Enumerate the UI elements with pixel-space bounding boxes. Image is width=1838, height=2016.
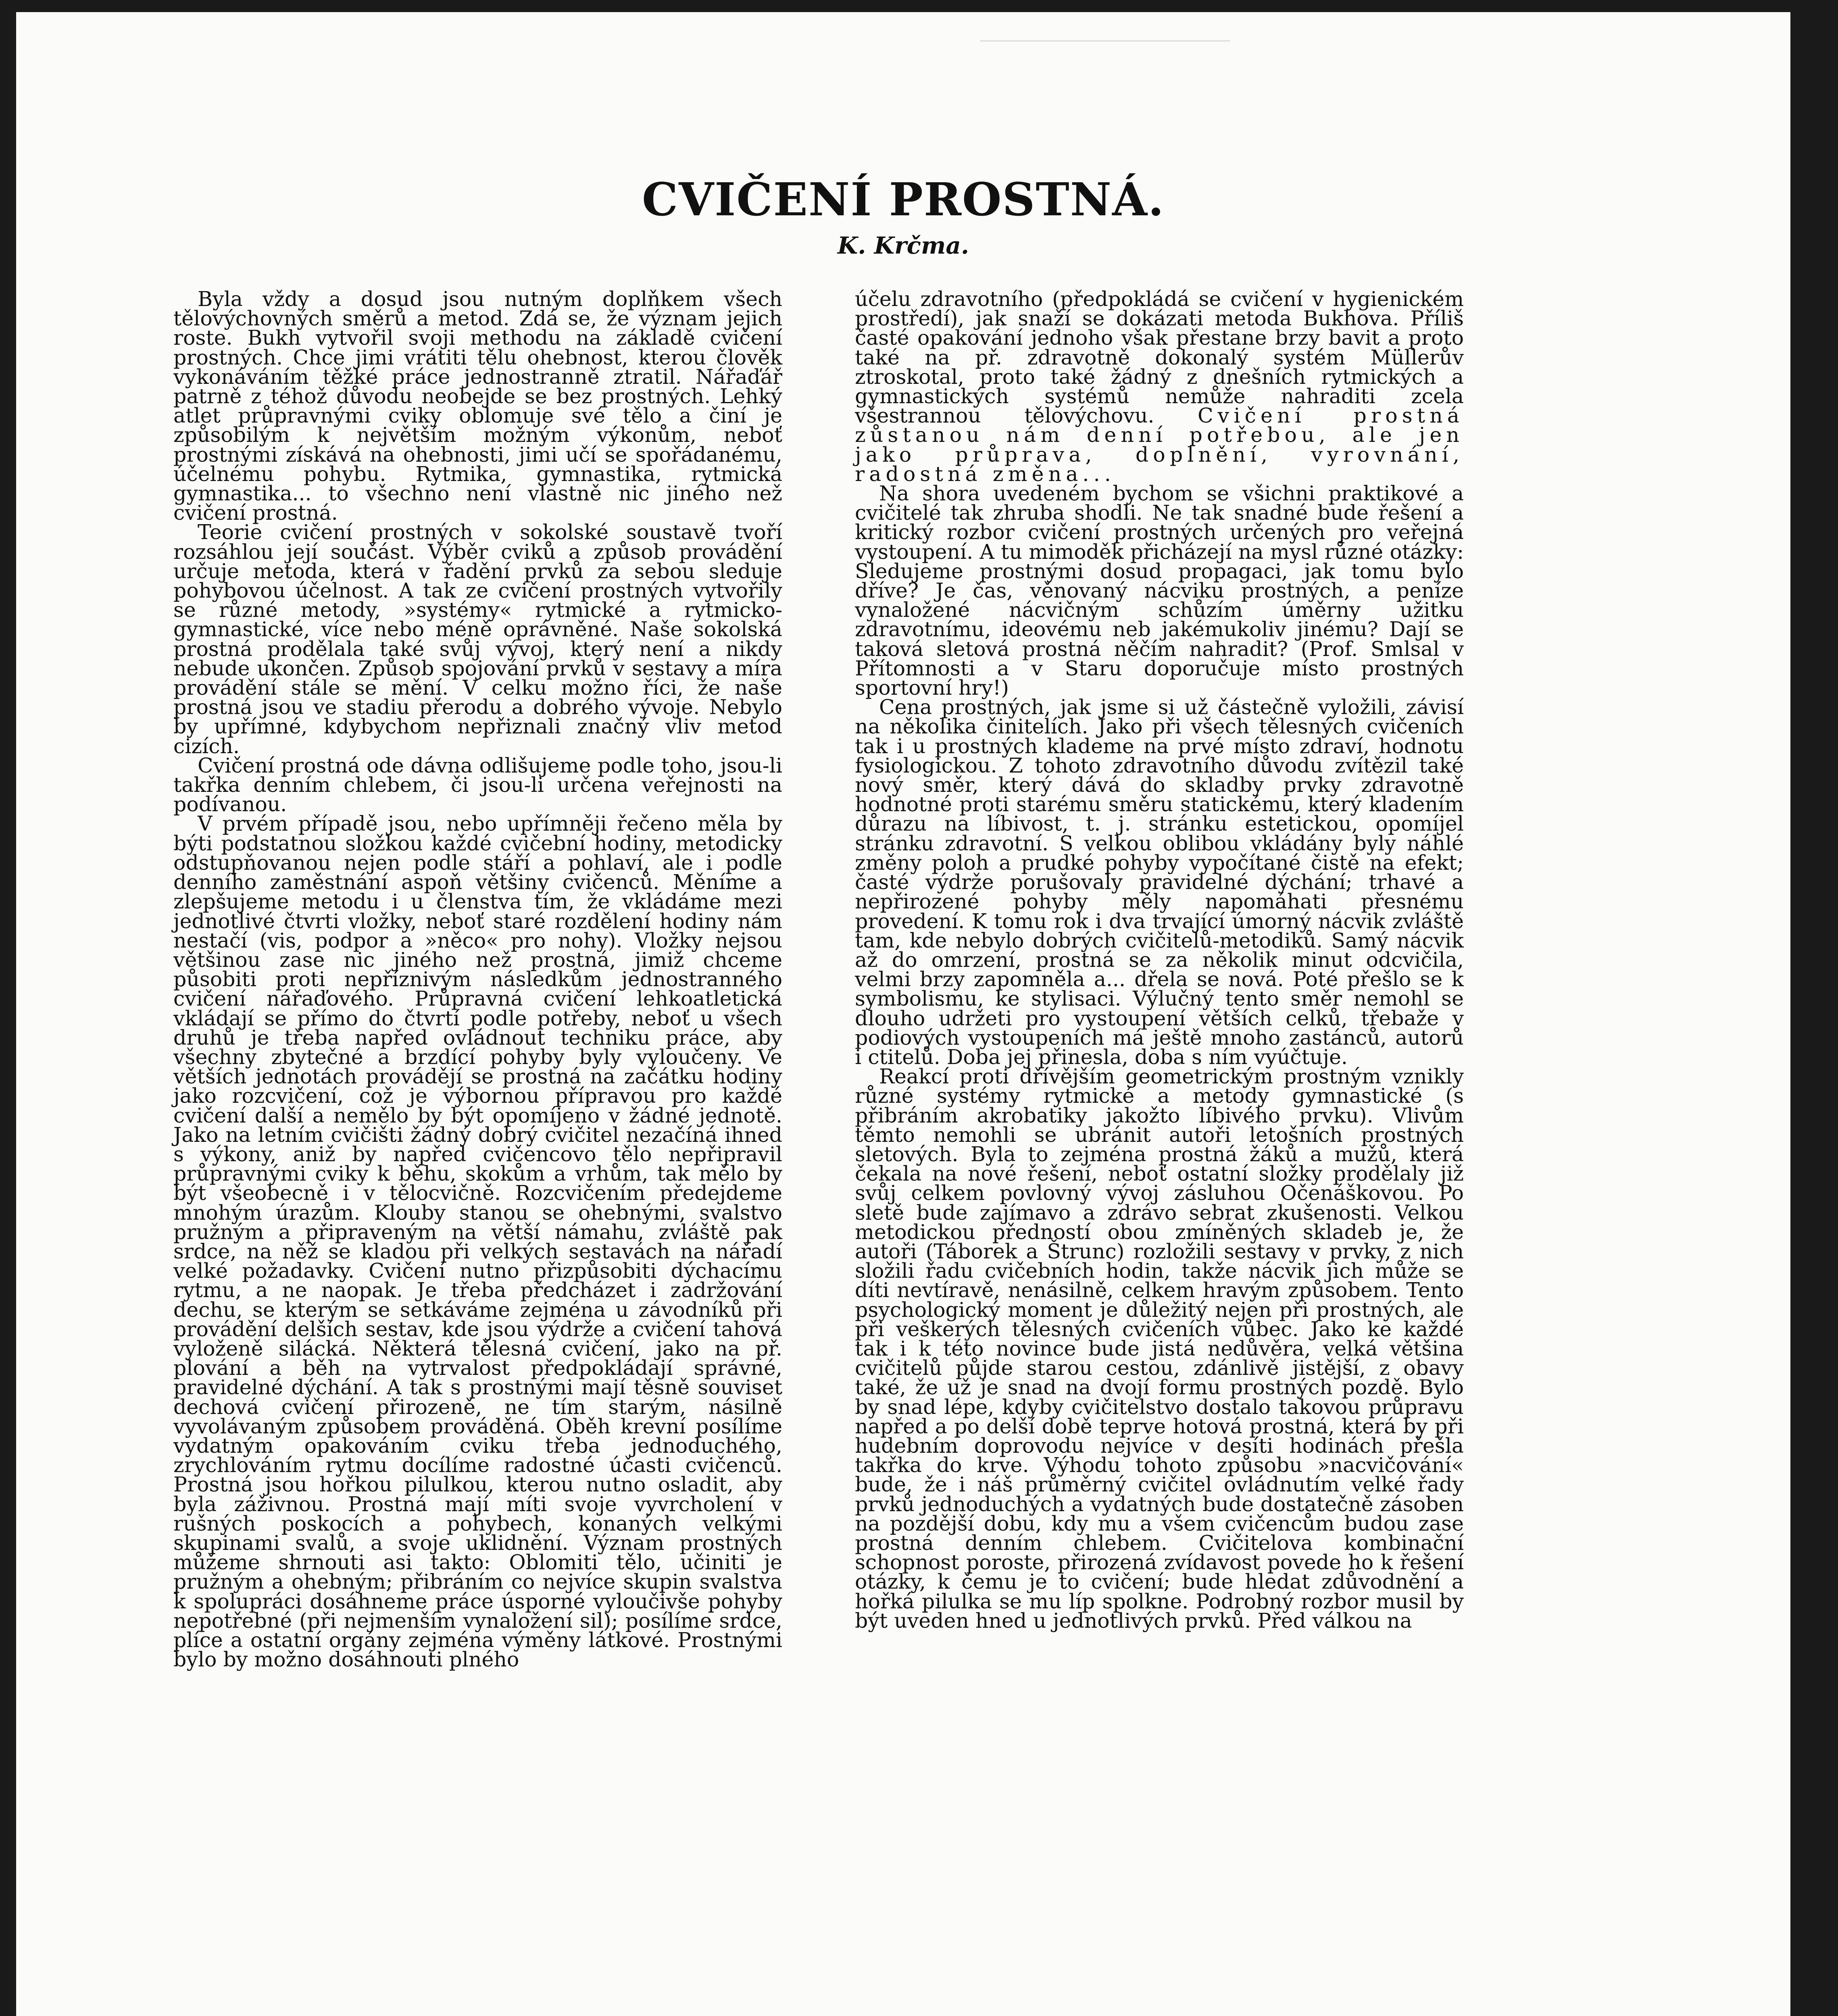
- scan-artifact: [980, 12, 1230, 42]
- paragraph-text: účelu zdravotního (předpokládá se cvičení v hygienickém prostředí), jak snaží se dokázati metoda Bukhova. Příliš časté opakování jednoho však přestane brzy bavit a proto také na př. zdravotně dokonalý systém Müllerův ztroskotal, proto také žádný z dnešních rytmických a gymnastických systémů nemůže nahraditi zcela všestrannou tělovýchovu.: [855, 287, 1464, 428]
- paragraph: Cena prostných, jak jsme si už částečně vyložili, závisí na několika činitelích. Jako při všech tělesných cvičeních tak i u prostných klademe na prvé místo zdraví, hodnotu fysiologickou. Z tohoto zdravotního důvodu zvítězil také nový směr, který dává do skladby prvky zdravotně hodnotné proti starému směru statickému, který kladením důrazu na líbivost, t. j. stránku estetickou, opomíjel stránku zdravotní. S velkou oblibou vkládány byly náhlé změny poloh a prudké pohyby vypočítané čistě na efekt; časté výdrže porušovaly pravidelné dýchání; trhavé a nepřirozené pohyby měly napomáhati přesnému provedení. K tomu rok i dva trvající úmorný nácvik zvláště tam, kde nebylo dobrých cvičitelů-metodiků. Samý nácvik až do omrzení, prostná se za několik minut odcvičila, velmi brzy zapomněla a... dřela se nová. Poté přešlo se k symbolismu, ke stylisaci. Výlučný tento směr nemohl se dlouho udržeti pro vystoupení větších celků, třebaže v podiových vystoupeních má ještě mnoho zastánců, autorů i ctitelů. Doba jej přinesla, doba s ním vyúčtuje.: [855, 695, 1464, 1069]
- left-column: [173, 287, 782, 1672]
- paragraph: Teorie cvičení prostných v sokolské soustavě tvoří rozsáhlou její součást. Výběr cviků a způsob provádění určuje metoda, která v řadění prvků za sebou sleduje pohybovou účelnost. A tak ze cvičení prostných vytvořily se různé metody, »systémy« rytmické a rytmicko-gymnastické, více nebo méně oprávněné. Naše sokolská prostná prodělala také svůj vývoj, který není a nikdy nebude ukončen. Způsob spojování prvků v sestavy a míra provádění stále se mění. V celku možno říci, že naše prostná jsou ve stadiu přerodu a dobrého vývoje. Nebylo by upřímné, kdybychom nepřiznali značný vliv metod cizích.: [173, 520, 782, 758]
- paragraph: Na shora uvedeném bychom se všichni praktikové a cvičitelé tak zhruba shodli. Ne tak snadné bude řešení a kritický rozbor cvičení prostných určených pro veřejná vystoupení. A tu mimoděk přicházejí na mysl různé otázky: Sledujeme prostnými dosud propagaci, jak tomu bylo dříve? Je čas, věnovaný nácviku prostných, a peníze vynaložené nácvičným schůzím úměrny užitku zdravotnímu, ideovému neb jakémukoliv jinému? Dají se taková sletová prostná něčím nahradit? (Prof. Smlsal v Přítomnosti a v Staru doporučuje místo prostných sportovní hry!): [855, 481, 1464, 700]
- paragraph-continued: [855, 289, 1464, 484]
- paragraph: V prvém případě jsou, nebo upřímněji řečeno měla by býti podstatnou složkou každé cvičební hodiny, metodicky odstupňovanou nejen podle stáří a pohlaví, ale i podle denního zaměstnání aspoň většiny cvičenců. Měníme a zlepšujeme metodu i u členstva tím, že vkládáme mezi jednotlivé čtvrti vložky, neboť staré rozdělení hodiny nám nestačí (vis, podpor a »něco« pro nohy). Vložky nejsou většinou zase nic jiného než prostná, jimiž chceme působiti proti nepříznivým následkům jednostranného cvičení nářaďového. Průpravná cvičení lehkoatletická vkládají se přímo do čtvrtí podle potřeby, neboť u všech druhů je třeba napřed ovládnout techniku práce, aby všechny zbytečné a brzdící pohyby byly vyloučeny. Ve větších jednotách provádějí se prostná na začátku hodiny jako rozcvičení, což je výbornou přípravou pro každé cvičení další a nemělo by být opomíjeno v žádné jednotě. Jako na letním cvičišti žádný dobrý cvičitel nezačíná ihned s výkony, aniž by napřed cvičencovo tělo nepřipravil průpravnými cviky k běhu, skokům a vrhům, tak mělo by být všeobecně i v tělocvičně. Rozcvičením předejdeme mnohým úrazům. Klouby stanou se ohebnými, svalstvo pružným a připraveným na větší námahu, zvláště pak srdce, na něž se kladou při velkých sestavách na nářadí velké požadavky. Cvičení nutno přizpůsobiti dýchacímu rytmu, a ne naopak. Je třeba předcházet i zadržování dechu, se kterým se setkáváme zejména u závodníků při provádění delších sestav, kde jsou výdrže a cvičení tahová vyloženě silácká. Některá tělesná cvičení, jako na př. plování a běh na vytrvalost předpokládají správné, pravidelné dýchání. A tak s prostnými mají těsně souviset dechová cvičení přirozeně, ne tím starým, násilně vyvolávaným způsobem prováděná. Oběh krevní posílíme vydatným opakováním cviku třeba jednoduchého, zrychlováním rytmu docílíme radostné účasti cvičenců. Prostná jsou hořkou pilulkou, kterou nutno osladit, aby byla záživnou. Prostná mají míti svoje vyvrcholení v rušných poskocích a pohybech, konaných velkými skupinami svalů, a svoje uklidnění. Význam prostných můžeme shrnouti asi takto: Oblomiti tělo, učiniti je pružným a ohebným; přibráním co nejvíce skupin svalstva k spolupráci dosáhneme práce úsporné vyloučivše pohyby nepotřebné (při nejmenším vynaložení sil); posílíme srdce, plíce a ostatní orgány zejména výměny látkové. Prostnými bylo by možno dosáhnouti plného: [173, 812, 782, 1672]
- paragraph: Reakcí proti dřívějším geometrickým prostným vznikly různé systémy rytmické a metody gymnastické (s přibráním akrobatiky jakožto líbivého prvku). Vlivům těmto nemohli se ubránit autoři letošních prostných sletových. Byla to zejména prostná žáků a mužů, která čekala na nové řešení, neboť ostatní složky prodělaly již svůj celkem povlovný vývoj zásluhou Očenáškovou. Po sletě bude zajímavo a zdrávo sebrat zkušenosti. Velkou metodickou předností obou zmíněných skladeb je, že autoři (Táborek a Štrunc) rozložili sestavy v prvky, z nich složili řadu cvičebních hodin, takže nácvik jich může se díti nevtíravě, nenásilně, celkem hravým způsobem. Tento psychologický moment je důležitý nejen při prostných, ale při veškerých tělesných cvičeních vůbec. Jako ke každé tak i k této novince bude jistá nedůvěra, velká většina cvičitelů půjde starou cestou, zdánlivě jistější, z obavy také, že už je snad na dvojí formu prostných pozdě. Bylo by snad lépe, kdyby cvičitelstvo dostalo takovou průpravu napřed a po delší době teprve hotová prostná, která by při hudebním doprovodu nejvíce v desíti hodinách přešla takřka do krve. Výhodu tohoto způsobu »nacvičování« bude, že i náš průměrný cvičitel ovládnutím velké řady prvků jednoduchých a vydatných bude dostatečně zásoben na pozdější dobu, kdy mu a všem cvičencům budou zase prostná denním chlebem. Cvičitelova kombinační schopnost poroste, přirozená zvídavost povede ho k řešení otázky, k čemu je to cvičení; bude hledat zdůvodnění a hořká pilulka se mu líp spolkne. Podrobný rozbor musil by být uveden hned u jednotlivých prvků. Před válkou na: [855, 1064, 1464, 1633]
- emphasized-spaced-text: Cvičení prostná zůstanou nám denní potřebou, ale jen jako průprava, doplnění, vyrovnání, radostná změna...: [855, 404, 1464, 486]
- paragraph: Byla vždy a dosud jsou nutným doplňkem všech tělovýchovných směrů a metod. Zdá se, že význam jejich roste. Bukh vytvořil svoji methodu na základě cvičení prostných. Chce jimi vrátiti tělu ohebnost, kterou člověk vykonáváním těžké práce jednostranně ztratil. Nářaďář patrně z téhož důvodu neobejde se bez prostných. Lehký atlet průpravnými cviky oblomuje své tělo a činí je způsobilým k největším možným výkonům, neboť prostnými získává na ohebnosti, jimi učí se spořádanému, účelnému pohybu. Rytmika, gymnastika, rytmická gymnastika... to všechno není vlastně nic jiného než cvičení prostná.: [173, 287, 782, 525]
- article-title: CVIČENÍ PROSTNÁ.: [642, 173, 1165, 226]
- paragraph: Cvičení prostná ode dávna odlišujeme podle toho, jsou-li takřka denním chlebem, či jsou-li určena veřejnosti na podívanou.: [173, 753, 782, 816]
- journal-page: [16, 12, 1790, 2016]
- right-column: [855, 289, 1464, 1631]
- article-author: K. Krčma.: [837, 232, 969, 259]
